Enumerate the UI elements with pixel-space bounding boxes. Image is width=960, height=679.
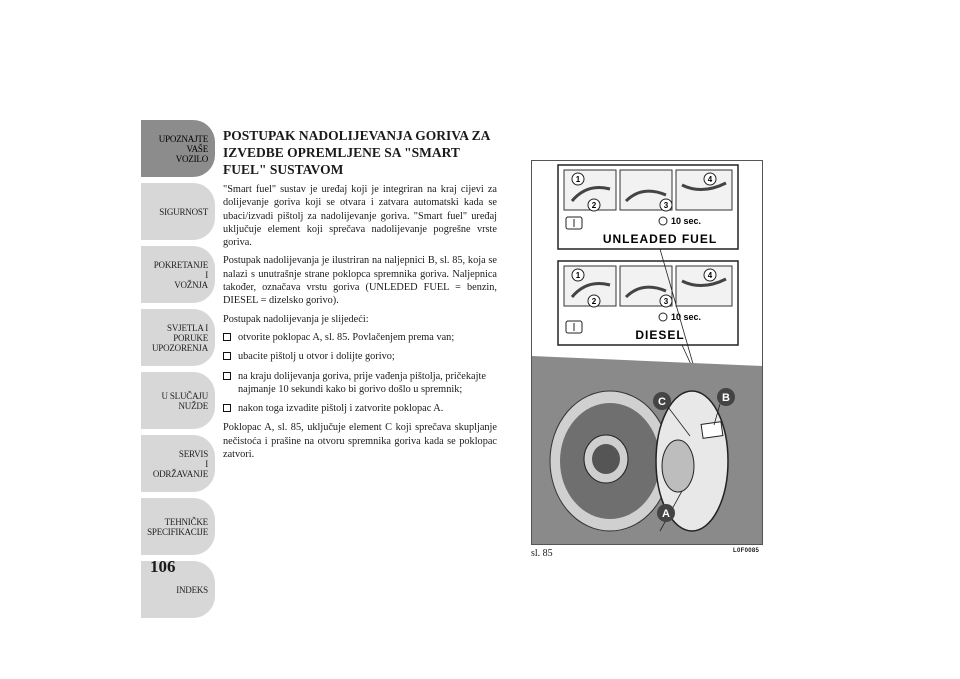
tab-svjetla-i-poruke[interactable]: SVJETLA I PORUKE UPOZORENJA (141, 309, 215, 366)
svg-text:C: C (658, 396, 666, 408)
checkbox-bullet-icon (223, 333, 231, 341)
step-1-label: 1 (575, 271, 581, 280)
step-1-label: 1 (575, 175, 581, 184)
tab-upoznajte-vase-vozilo[interactable]: UPOZNAJTE VAŠE VOZILO (141, 120, 215, 177)
chapter-tabs (141, 120, 215, 624)
step-2-label: 2 (591, 297, 597, 306)
wait-time-label: 10 sec. (671, 216, 702, 226)
wait-time-label: 10 sec. (671, 312, 702, 322)
fuel-cap-illustration (532, 161, 762, 544)
section-heading: POSTUPAK NADOLIJEVANJA GORIVA ZA IZVEDBE OPREMLJENE SA "SMART FUEL" SUSTAVOM (223, 128, 490, 177)
fuel-cap-figure (531, 160, 763, 545)
fuel-filler-drawing (532, 356, 762, 544)
tab-u-slucaju-nuzde[interactable]: U SLUČAJU NUŽDE (141, 372, 215, 429)
list-item: nakon toga izvadite pištolj i zatvorite poklopac A. (223, 402, 497, 415)
step-3-label: 3 (663, 297, 669, 306)
tab-tehnicke-specifikacije[interactable]: TEHNIČKE SPECIFIKACIJE (141, 498, 215, 555)
fuel-type-label: UNLEADED FUEL (602, 232, 718, 246)
paragraph-procedure-intro: Postupak nadolijevanja je slijedeći: (223, 313, 369, 325)
list-item: otvorite poklopac A, sl. 85. Povlačenjem prema van; (223, 331, 497, 344)
page-number: 106 (150, 557, 176, 576)
figure-code: L0F0085 (733, 548, 760, 554)
tab-indeks[interactable]: INDEKS (141, 561, 215, 618)
fuel-type-label: DIESEL (635, 328, 685, 342)
svg-text:A: A (662, 508, 670, 520)
svg-text:B: B (722, 392, 730, 404)
tab-sigurnost[interactable]: SIGURNOST (141, 183, 215, 240)
step-4-label: 4 (707, 175, 713, 184)
list-item: na kraju dolijevanja goriva, prije vađenja pištolja, pričekajte najmanje 10 sekundi kako bi gorivo došlo u spremnik; (223, 370, 497, 397)
main-content (223, 127, 497, 466)
unleaded-fuel-label (558, 165, 738, 249)
list-item: ubacite pištolj u otvor i dolijte gorivo; (223, 350, 497, 363)
step-2-label: 2 (591, 201, 597, 210)
paragraph-cap-element: Poklopac A, sl. 85, uključuje element C koji sprečava skupljanje nečistoća i prašine na otvoru spremnika goriva kada se poklopac zatvori. (223, 422, 497, 461)
checkbox-bullet-icon (223, 372, 231, 380)
figure-caption: sl. 85 (531, 548, 553, 559)
step-3-label: 3 (663, 201, 669, 210)
checkbox-bullet-icon (223, 404, 231, 412)
checkbox-bullet-icon (223, 352, 231, 360)
paragraph-intro: "Smart fuel" sustav je uređaj koji je integriran na kraj cijevi za dolijevanje goriva koji se otvara i zatvara automatski kada se ubaci/izvadi pištolj za nadolijevanje goriva. "Smart fuel" uređaj uključuje element koji sprečava nadolijevanje pogrešne vrste goriva. (223, 184, 497, 249)
diesel-fuel-label (558, 261, 738, 345)
step-4-label: 4 (707, 271, 713, 280)
tab-pokretanje-i-voznja[interactable]: POKRETANJE I VOŽNJA (141, 246, 215, 303)
procedure-steps (223, 331, 497, 415)
tab-servis-i-odrzavanje[interactable]: SERVIS I ODRŽAVANJE (141, 435, 215, 492)
paragraph-label-info: Postupak nadolijevanja je ilustriran na naljepnici B, sl. 85, koja se nalazi s unutrašnje strane poklopca spremnika goriva. Naljepnica također, označava vrstu goriva (UNLEDED FUEL = benzin, DIESEL = dizelsko gorivo). (223, 255, 497, 307)
